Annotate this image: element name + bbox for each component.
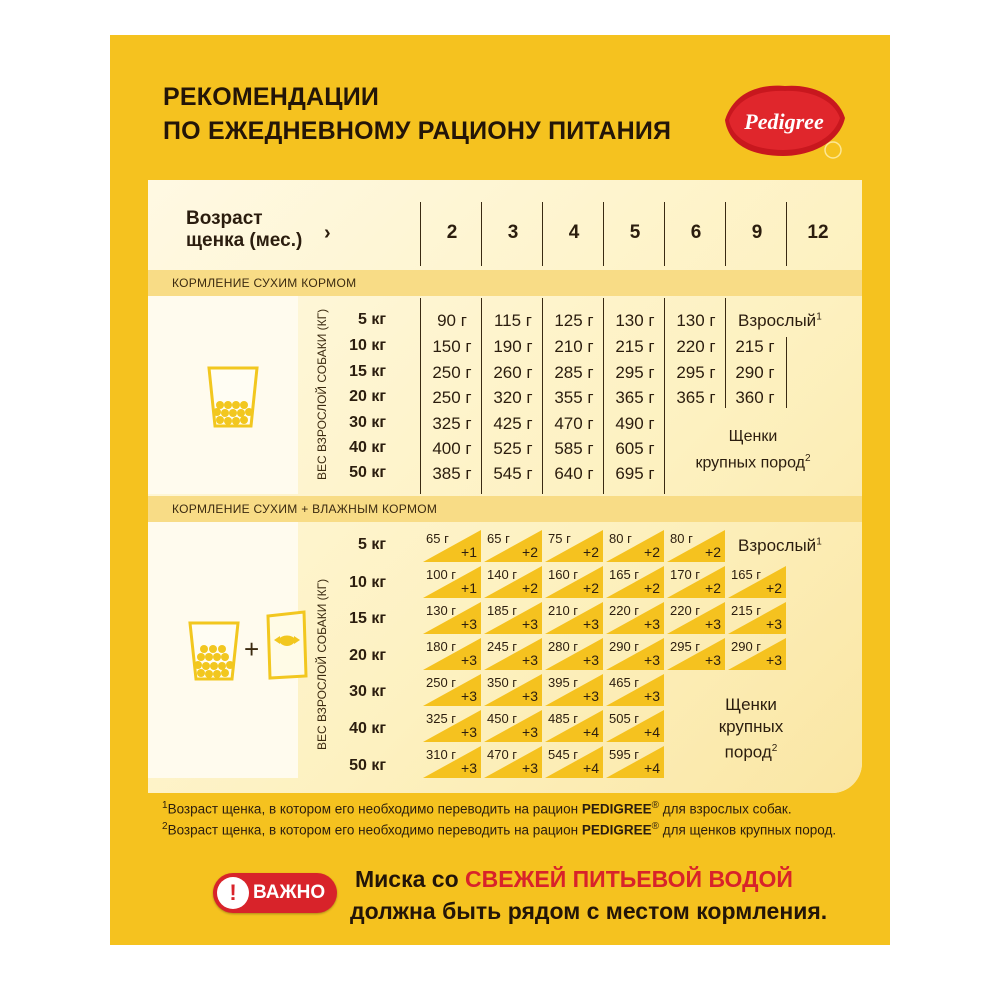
mixed-weight-10: 10 кг	[349, 574, 386, 591]
dry-cell: 190 г	[493, 337, 533, 356]
mixed-weight-15: 15 кг	[349, 610, 386, 627]
dry-cell: 640 г	[554, 464, 594, 483]
divider	[420, 202, 421, 266]
dry-weight-15: 15 кг	[349, 363, 386, 380]
mixed-cell: 170 г +2	[667, 566, 725, 598]
dry-cell: 285 г	[554, 363, 594, 382]
mixed-adult-label: Взрослый$^1$	[738, 536, 822, 555]
divider	[786, 337, 787, 408]
mixed-cell: 325 г +3	[423, 710, 481, 742]
wet-food-pouch-icon	[262, 610, 310, 680]
dry-weight-40: 40 кг	[349, 439, 386, 456]
dry-cell: 320 г	[493, 388, 533, 407]
dry-cell: 355 г	[554, 388, 594, 407]
dry-cell: 125 г	[554, 311, 594, 330]
dry-cell: 215 г	[735, 337, 775, 356]
age-col-3: 3	[507, 222, 519, 243]
svg-text:Pedigree: Pedigree	[744, 109, 824, 134]
title-line-2: ПО ЕЖЕДНЕВНОМУ РАЦИОНУ ПИТАНИЯ	[163, 117, 672, 145]
mixed-cell: 220 г +3	[667, 602, 725, 634]
dry-cell: 385 г	[432, 464, 472, 483]
dry-weight-50: 50 кг	[349, 464, 386, 481]
mixed-weight-30: 30 кг	[349, 683, 386, 700]
dry-food-glass-icon	[203, 362, 263, 432]
mixed-cell: 65 г +1	[423, 530, 481, 562]
dry-cell: 360 г	[735, 388, 775, 407]
mixed-large-breed-note: Щенки крупных пород$^2$	[718, 695, 784, 762]
mixed-cell: 80 г +2	[667, 530, 725, 562]
dry-weight-axis-label: ВЕС ВЗРОСЛОЙ СОБАКИ (КГ)	[315, 308, 329, 480]
dry-cell: 325 г	[432, 414, 472, 433]
dry-cell: 130 г	[615, 311, 655, 330]
mixed-weight-axis-label: ВЕС ВЗРОСЛОЙ СОБАКИ (КГ)	[315, 578, 329, 750]
chevron-right-icon: ›	[324, 222, 331, 244]
mixed-cell: 100 г +1	[423, 566, 481, 598]
mixed-cell: 165 г +2	[728, 566, 786, 598]
mixed-cell: 350 г +3	[484, 674, 542, 706]
dry-cell: 695 г	[615, 464, 655, 483]
mixed-cell: 80 г +2	[606, 530, 664, 562]
age-col-4: 4	[568, 222, 580, 243]
mixed-cell: 165 г +2	[606, 566, 664, 598]
age-header-label: Возраст щенка (мес.)	[186, 208, 303, 251]
mixed-cell: 395 г +3	[545, 674, 603, 706]
mixed-cell: 160 г +2	[545, 566, 603, 598]
feeding-table	[148, 180, 862, 793]
mixed-cell: 485 г +4	[545, 710, 603, 742]
mixed-cell: 220 г +3	[606, 602, 664, 634]
mixed-cell: 215 г +3	[728, 602, 786, 634]
dry-cell: 250 г	[432, 388, 472, 407]
dry-cell: 290 г	[735, 363, 775, 382]
dry-cell: 260 г	[493, 363, 533, 382]
important-line-2: должна быть рядом с местом кормления.	[350, 898, 828, 924]
footnote-2: $^2$Возраст щенка, в котором его необходимо переводить на рацион PEDIGREE® для щенков крупных пород.	[162, 821, 837, 838]
mixed-cell: 310 г +3	[423, 746, 481, 778]
dry-cell: 365 г	[676, 388, 716, 407]
age-col-5: 5	[629, 222, 641, 243]
plus-sign: +	[244, 634, 260, 664]
dry-cell: 215 г	[615, 337, 655, 356]
mixed-cell: 465 г +3	[606, 674, 664, 706]
mixed-cell: 75 г +2	[545, 530, 603, 562]
mixed-cell: 245 г +3	[484, 638, 542, 670]
divider	[542, 202, 543, 266]
dry-cell: 130 г	[676, 311, 716, 330]
dry-cell: 220 г	[676, 337, 716, 356]
dry-adult-label: Взрослый$^1$	[738, 311, 822, 330]
dry-weight-10: 10 кг	[349, 337, 386, 354]
dry-cell: 470 г	[554, 414, 594, 433]
mixed-feeding-band: КОРМЛЕНИЕ СУХИМ + ВЛАЖНЫМ КОРМОМ	[148, 496, 862, 522]
mixed-weight-20: 20 кг	[349, 647, 386, 664]
title-line-1: РЕКОМЕНДАЦИИ	[163, 83, 380, 111]
age-col-2: 2	[446, 222, 458, 243]
divider	[603, 202, 604, 266]
mixed-cell: 185 г +3	[484, 602, 542, 634]
age-col-12: 12	[807, 222, 829, 243]
dry-cell: 490 г	[615, 414, 655, 433]
mixed-cell: 250 г +3	[423, 674, 481, 706]
dry-cell: 250 г	[432, 363, 472, 382]
dry-cell: 90 г	[437, 311, 467, 330]
mixed-cell: 295 г +3	[667, 638, 725, 670]
dry-weight-5: 5 кг	[357, 311, 386, 328]
mixed-cell: 450 г +3	[484, 710, 542, 742]
dry-large-breed-note: Щенки крупных пород$^2$	[695, 428, 811, 472]
mixed-cell: 545 г +4	[545, 746, 603, 778]
exclamation-icon: !	[217, 877, 249, 909]
divider	[420, 298, 421, 494]
mixed-illustration-area	[148, 522, 298, 778]
page-title	[163, 80, 671, 148]
mixed-cell: 65 г +2	[484, 530, 542, 562]
mixed-cell: 180 г +3	[423, 638, 481, 670]
dry-cell: 545 г	[493, 464, 533, 483]
dry-cell: 210 г	[554, 337, 594, 356]
dry-cell: 295 г	[676, 363, 716, 382]
age-col-6: 6	[690, 222, 702, 243]
mixed-cell: 140 г +2	[484, 566, 542, 598]
mixed-cell: 595 г +4	[606, 746, 664, 778]
dry-cell: 585 г	[554, 439, 594, 458]
mixed-weight-50: 50 кг	[349, 757, 386, 774]
mixed-cell: 505 г +4	[606, 710, 664, 742]
dry-weight-20: 20 кг	[349, 388, 386, 405]
mixed-weight-5: 5 кг	[357, 536, 386, 553]
mixed-cell: 290 г +3	[606, 638, 664, 670]
dry-cell: 425 г	[493, 414, 533, 433]
divider	[725, 202, 726, 266]
dry-feeding-band: КОРМЛЕНИЕ СУХИМ КОРМОМ	[148, 270, 862, 296]
dry-illustration-area	[148, 296, 298, 494]
important-badge: ! ВАЖНО	[213, 873, 337, 913]
dry-cell: 605 г	[615, 439, 655, 458]
mixed-cell: 290 г +3	[728, 638, 786, 670]
mixed-cell: 210 г +3	[545, 602, 603, 634]
dry-cell: 150 г	[432, 337, 472, 356]
pedigree-logo	[715, 78, 853, 162]
dry-weight-30: 30 кг	[349, 414, 386, 431]
dry-cell: 400 г	[432, 439, 472, 458]
divider	[786, 202, 787, 266]
age-col-9: 9	[751, 222, 763, 243]
divider	[481, 202, 482, 266]
mixed-cell: 130 г +3	[423, 602, 481, 634]
dry-cell: 115 г	[493, 311, 533, 330]
dry-cell: 295 г	[615, 363, 655, 382]
dry-food-glass-icon	[184, 617, 244, 683]
mixed-weight-40: 40 кг	[349, 720, 386, 737]
dry-cell: 525 г	[493, 439, 533, 458]
important-line-1: Миска со СВЕЖЕЙ ПИТЬЕВОЙ ВОДОЙ	[355, 866, 793, 892]
dry-cell: 365 г	[615, 388, 655, 407]
divider	[664, 202, 665, 266]
footnote-1: $^1$Возраст щенка, в котором его необходимо переводить на рацион PEDIGREE® для взрослых собак.	[162, 800, 792, 817]
mixed-cell: 280 г +3	[545, 638, 603, 670]
mixed-cell: 470 г +3	[484, 746, 542, 778]
